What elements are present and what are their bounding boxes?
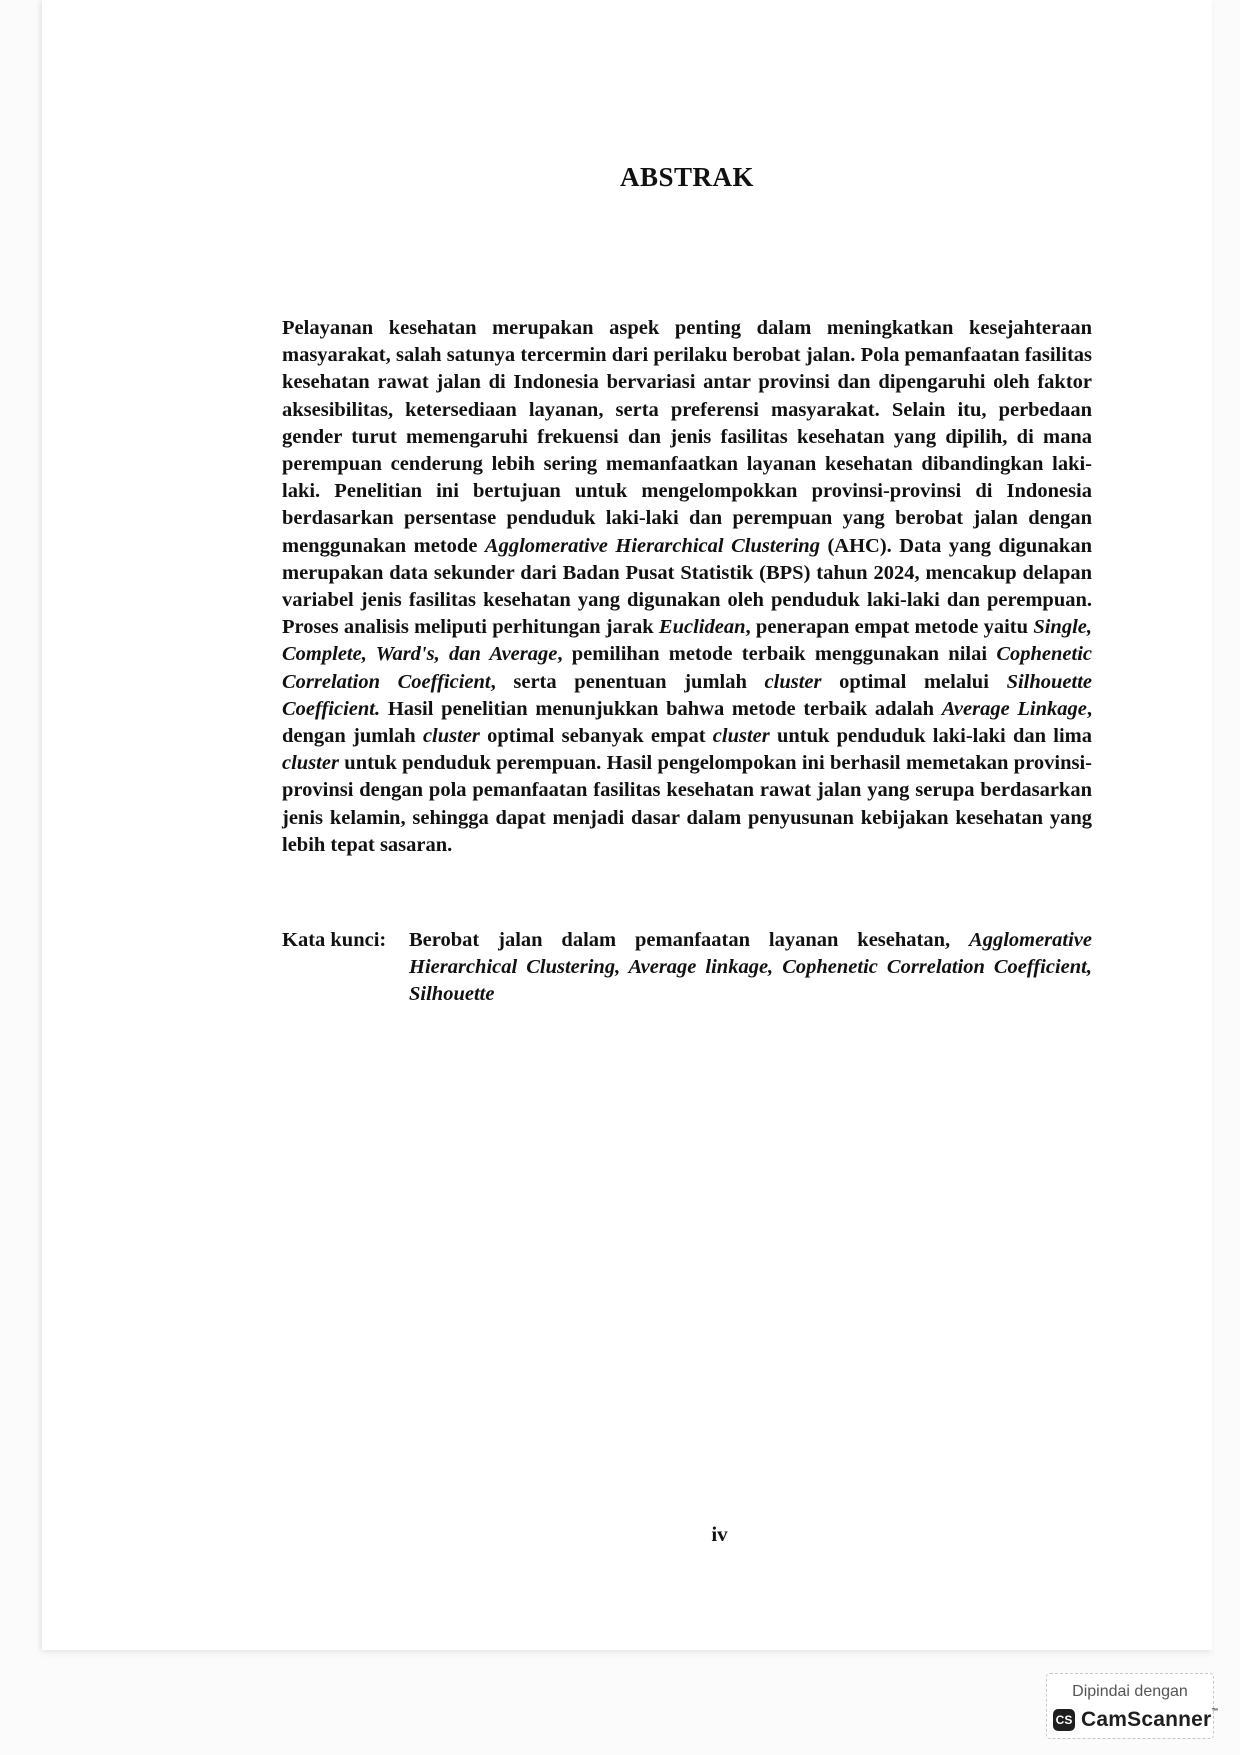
watermark-brand-name	[1081, 1708, 1219, 1732]
keywords-list	[409, 927, 1092, 1008]
keywords-label: Kata kunci:	[282, 929, 387, 951]
page-number: iv	[711, 1522, 728, 1546]
page-title: ABSTRAK	[619, 162, 755, 192]
abstract-emphasis: Cophenetic Correlation Coefficient	[282, 643, 1092, 693]
abstract-text: optimal melalui	[821, 670, 1007, 693]
watermark-brand	[1053, 1708, 1219, 1732]
abstract-text: , pemilihan metode terbaik menggunakan nilai	[557, 643, 997, 666]
abstract-emphasis: Single, Complete, Ward's, dan Average	[282, 616, 1092, 666]
keywords-block	[282, 927, 1092, 1008]
abstract-emphasis: cluster	[712, 725, 770, 748]
brand-text: CamScanner	[1081, 1708, 1212, 1731]
abstract-emphasis: Silhouette Coefficient.	[282, 670, 1092, 720]
abstract-emphasis: cluster	[282, 752, 339, 775]
abstract-text: optimal sebanyak empat	[479, 725, 713, 748]
abstract-emphasis: cluster	[764, 670, 822, 693]
abstract-emphasis: Agglomerative Hierarchical Clustering	[484, 534, 820, 557]
keywords-italic: Agglomerative Hierarchical Clustering, Average linkage, Cophenetic Correlation Coefficient, Silhouette	[409, 929, 1092, 1005]
document-page	[42, 0, 1212, 1650]
trademark-mark: ™	[1211, 1708, 1219, 1715]
abstract-text: , penerapan empat metode yaitu	[745, 616, 1034, 639]
watermark-caption: Dipindai dengan	[1072, 1683, 1188, 1700]
abstract-text: Pelayanan kesehatan merupakan aspek penting dalam meningkatkan kesejahteraan masyarakat, salah satunya tercermin dari perilaku berobat jalan. Pola pemanfaatan fasilitas kesehatan rawat jalan di Indonesia bervariasi antar provinsi dan dipengaruhi oleh faktor aksesibilitas, ketersediaan layanan, serta preferensi masyarakat. Selain itu, perbedaan gender turut memengaruhi frekuensi dan jenis fasilitas kesehatan yang dipilih, di mana perempuan cenderung lebih sering memanfaatkan layanan kesehatan dibandingkan laki-laki. Penelitian ini bertujuan untuk mengelompokkan provinsi-provinsi di Indonesia berdasarkan persentase penduduk laki-laki dan perempuan yang berobat jalan dengan menggunakan metode	[282, 317, 1092, 557]
camscanner-icon: CS	[1053, 1709, 1075, 1731]
camscanner-watermark	[1046, 1673, 1219, 1739]
abstract-text: untuk penduduk perempuan. Hasil pengelompokan ini berhasil memetakan provinsi-provinsi dengan pola pemanfaatan fasilitas kesehatan rawat jalan yang serupa berdasarkan jenis kelamin, sehingga dapat menjadi dasar dalam penyusunan kebijakan kesehatan yang lebih tepat sasaran.	[282, 752, 1092, 856]
abstract-emphasis: Euclidean	[658, 616, 746, 639]
abstract-text: untuk penduduk laki-laki dan lima	[769, 725, 1092, 748]
abstract-text: Hasil penelitian menunjukkan bahwa metode terbaik adalah	[380, 697, 942, 720]
abstract-text: , serta penentuan jumlah	[490, 670, 765, 693]
keywords-plain: Berobat jalan dalam pemanfaatan layanan kesehatan,	[409, 929, 970, 951]
abstract-emphasis: Average Linkage	[941, 697, 1087, 720]
abstract-text: , dengan jumlah	[282, 697, 1092, 748]
abstract-text: (AHC). Data yang digunakan merupakan data sekunder dari Badan Pusat Statistik (BPS) tahun 2024, mencakup delapan variabel jenis fasilitas kesehatan yang digunakan oleh penduduk laki-laki dan perempuan. Proses analisis meliputi perhitungan jarak	[282, 534, 1092, 639]
abstract-paragraph	[282, 315, 1092, 859]
abstract-emphasis: cluster	[422, 725, 480, 748]
